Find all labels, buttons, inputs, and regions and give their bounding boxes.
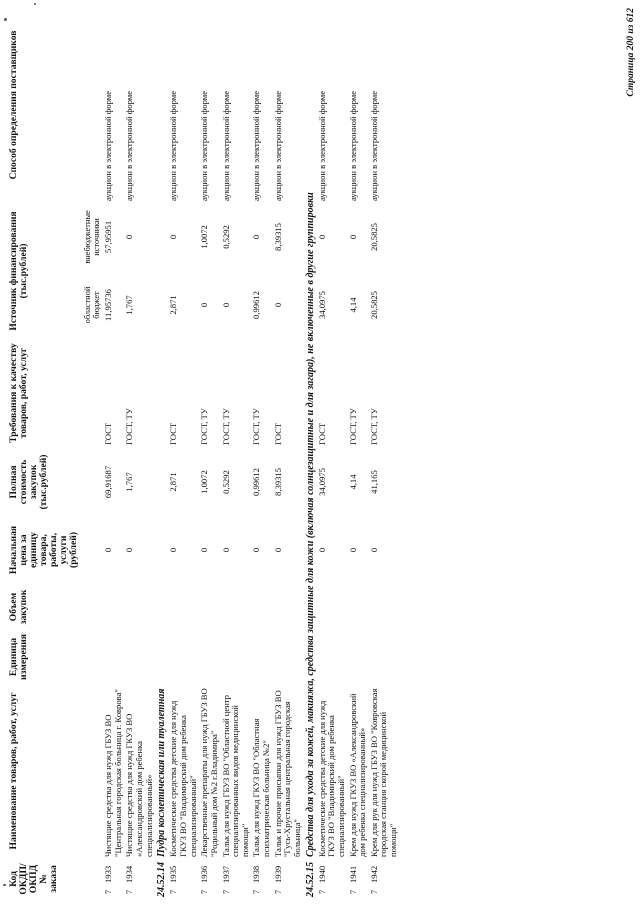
row-unit	[251, 631, 272, 683]
row-prefix: 7	[199, 889, 210, 895]
table-row	[168, 7, 199, 899]
row-name: Чистящие средства для нужд ГКУЗ ВО «Александровский дом ребенка специализированный»	[124, 713, 154, 857]
row-unit	[348, 631, 369, 683]
row-number: 1940	[316, 865, 327, 883]
row-unit	[317, 631, 348, 683]
row-total: 8,39315	[272, 468, 283, 496]
header-financing: Источник финансирования (тыс.рублей)	[8, 211, 30, 331]
row-requirements: ГОСТ, ТУ	[347, 408, 358, 445]
row-volume	[168, 583, 199, 631]
row-number: 1933	[103, 865, 114, 883]
row-requirements: ГОСТ, ТУ	[199, 408, 210, 445]
row-price: 0	[124, 547, 135, 553]
row-name: Крем для рук для нужд ГБУЗ ВО "Ковровская городская станция скорой медицинской помощи"	[368, 688, 399, 857]
row-prefix: 7	[368, 889, 379, 895]
page-footer: Страница 200 из 612	[626, 8, 636, 97]
header-subrow	[80, 7, 103, 899]
header-code: Код ОКДП/ ОКПД № заказа	[8, 863, 60, 895]
header-volume: Объем закупок	[8, 589, 30, 625]
row-name: Чистящие средства для нужд ГБУЗ ВО "Центральная городская больница г. Коврова"	[103, 689, 123, 857]
row-unit	[199, 631, 220, 683]
row-fin-extra: 0	[316, 234, 327, 240]
row-method: аукцион в электронной форме	[272, 90, 283, 201]
row-method: аукцион в электронной форме	[103, 90, 114, 201]
table-row	[273, 7, 304, 899]
row-requirements: ГОСТ	[103, 422, 114, 445]
scan-speck	[4, 18, 7, 21]
row-price: 0	[368, 547, 379, 553]
row-number: 1939	[272, 865, 283, 883]
section-row	[155, 7, 168, 899]
row-method: аукцион в электронной форме	[347, 90, 358, 201]
row-requirements: ГОСТ, ТУ	[124, 408, 135, 445]
row-total: 0,5292	[220, 470, 231, 494]
header-fin-extra: внебюджетные источники	[83, 210, 102, 264]
row-name: Тальк для нужд ГБУЗ ВО "Областной центр специализированных видов медицинской помощи"	[220, 695, 250, 857]
row-unit	[124, 631, 155, 683]
scan-speck	[34, 3, 36, 5]
row-name: Тальк и прочие присыпки для нужд ГБУЗ ВО "Гусь-Хрустальная центральная городская больница"	[272, 690, 302, 857]
row-method: аукцион в электронной форме	[168, 90, 179, 201]
row-name: Крем для нужд ГКУЗ ВО «Александровский дом ребенка специализированный»	[347, 693, 368, 857]
scan-speck	[3, 884, 6, 886]
header-price: Начальная цена за единицу товара, работы, услуги (рублей)	[8, 525, 80, 575]
row-price: 0	[220, 547, 231, 553]
row-requirements: ГОСТ	[316, 422, 327, 445]
row-volume	[221, 583, 252, 631]
row-total: 41,165	[368, 470, 379, 494]
row-number: 1938	[251, 865, 262, 883]
row-method: аукцион в электронной форме	[124, 90, 135, 201]
table-row	[251, 7, 272, 899]
row-number: 1941	[347, 865, 358, 883]
row-unit	[103, 631, 124, 683]
row-total: 69,91687	[103, 465, 114, 499]
row-price: 0	[347, 547, 358, 553]
section-title: Пудра косметическая или туалетная	[156, 688, 168, 857]
row-number: 1934	[124, 865, 135, 883]
table-row	[348, 7, 369, 899]
row-fin-extra: 0	[251, 234, 262, 240]
row-unit	[168, 631, 199, 683]
row-unit	[221, 631, 252, 683]
row-fin-regional: 2,871	[168, 295, 179, 315]
row-total: 1,0072	[199, 470, 210, 494]
row-fin-regional: 0,99612	[251, 291, 262, 319]
row-number: 1942	[368, 865, 379, 883]
row-prefix: 7	[103, 889, 114, 895]
row-total: 2,871	[168, 472, 179, 492]
row-method: аукцион в электронной форме	[251, 90, 262, 201]
table-row	[103, 7, 124, 899]
row-prefix: 7	[347, 889, 358, 895]
row-name: Косметические средства детские для нужд ГКУЗ ВО "Владимирский дом ребенка специализированный"	[316, 700, 346, 857]
table-row	[221, 7, 252, 899]
row-prefix: 7	[220, 889, 231, 895]
header-fin-regional: областной бюджет	[83, 286, 102, 324]
row-price: 0	[103, 547, 114, 553]
section-row	[304, 7, 317, 899]
row-volume	[103, 583, 124, 631]
row-volume	[251, 583, 272, 631]
row-price: 0	[168, 547, 179, 553]
table-row	[124, 7, 155, 899]
header-name: Наименование товаров, работ, услуг	[8, 692, 19, 850]
row-requirements: ГОСТ, ТУ	[220, 408, 231, 445]
row-fin-regional: 4,14	[347, 297, 358, 313]
row-fin-regional: 20,5825	[368, 291, 379, 319]
header-total: Полная стоимость закупок (тыс.рублей)	[8, 454, 50, 510]
header-row	[8, 7, 80, 899]
header-unit: Единица измерения	[8, 634, 30, 680]
row-fin-extra: 20,5825	[368, 223, 379, 251]
row-total: 4,14	[347, 474, 358, 490]
row-prefix: 7	[168, 889, 179, 895]
row-name: Тальк для нужд ГКУЗ ВО "Областная психиатрическая больница №2"	[251, 718, 271, 857]
table-row	[199, 7, 220, 899]
row-number: 1935	[168, 865, 179, 883]
row-fin-extra: 8,39315	[272, 223, 283, 251]
row-volume	[317, 583, 348, 631]
procurement-table	[8, 7, 400, 899]
table-row	[369, 7, 400, 899]
row-fin-extra: 0,5292	[220, 225, 231, 249]
row-name: Лекарственные препараты для нужд ГБУЗ ВО "Родильный дом №2 г.Владимира"	[199, 688, 219, 857]
row-volume	[348, 583, 369, 631]
row-volume	[273, 583, 304, 631]
row-volume	[199, 583, 220, 631]
row-total: 0,99612	[251, 468, 262, 496]
table-row	[317, 7, 348, 899]
row-fin-regional: 0	[199, 302, 210, 308]
row-method: аукцион в электронной форме	[316, 90, 327, 201]
row-price: 0	[316, 547, 327, 553]
header-requirements: Требования к качеству товаров, работ, услуг	[8, 343, 30, 443]
row-volume	[369, 583, 400, 631]
row-fin-extra: 0	[168, 234, 179, 240]
row-method: аукцион в электронной форме	[220, 90, 231, 201]
row-price: 0	[251, 547, 262, 553]
row-unit	[369, 631, 400, 683]
row-fin-regional: 0	[220, 302, 231, 308]
row-fin-regional: 1,767	[124, 295, 135, 315]
table-body	[103, 7, 400, 899]
row-fin-regional: 34,0975	[316, 291, 327, 319]
row-requirements: ГОСТ, ТУ	[251, 408, 262, 445]
row-method: аукцион в электронной форме	[368, 90, 379, 201]
section-code: 24.52.15	[304, 862, 316, 897]
row-prefix: 7	[124, 889, 135, 895]
row-prefix: 7	[316, 889, 327, 895]
row-price: 0	[199, 547, 210, 553]
row-name: Косметические средства детские для нужд ГКУЗ ВО "Владимирский дом ребенка специализированный"	[168, 700, 198, 857]
row-number: 1937	[220, 865, 231, 883]
row-price: 0	[272, 547, 283, 553]
row-method: аукцион в электронной форме	[199, 90, 210, 201]
row-number: 1936	[199, 865, 210, 883]
row-fin-extra: 1,0072	[199, 225, 210, 249]
row-prefix: 7	[251, 889, 262, 895]
row-volume	[124, 583, 155, 631]
row-requirements: ГОСТ	[272, 422, 283, 445]
row-fin-regional: 0	[272, 302, 283, 308]
row-total: 1,767	[124, 472, 135, 492]
row-unit	[273, 631, 304, 683]
row-requirements: ГОСТ	[168, 422, 179, 445]
row-total: 34,0975	[316, 468, 327, 496]
row-fin-extra: 0	[124, 234, 135, 240]
header-method: Способ определения поставщиков	[8, 30, 19, 180]
row-fin-regional: 11,95736	[103, 289, 114, 321]
section-title: Средства для ухода за кожей, макияжа, средства защитные для кожи (включая солнцезащитные и для загара), не включенные в другие группировки	[304, 192, 316, 857]
row-prefix: 7	[272, 889, 283, 895]
row-fin-extra: 0	[347, 234, 358, 240]
row-requirements: ГОСТ, ТУ	[368, 408, 379, 445]
section-code: 24.52.14	[156, 862, 168, 897]
row-fin-extra: 57,95951	[103, 220, 114, 254]
